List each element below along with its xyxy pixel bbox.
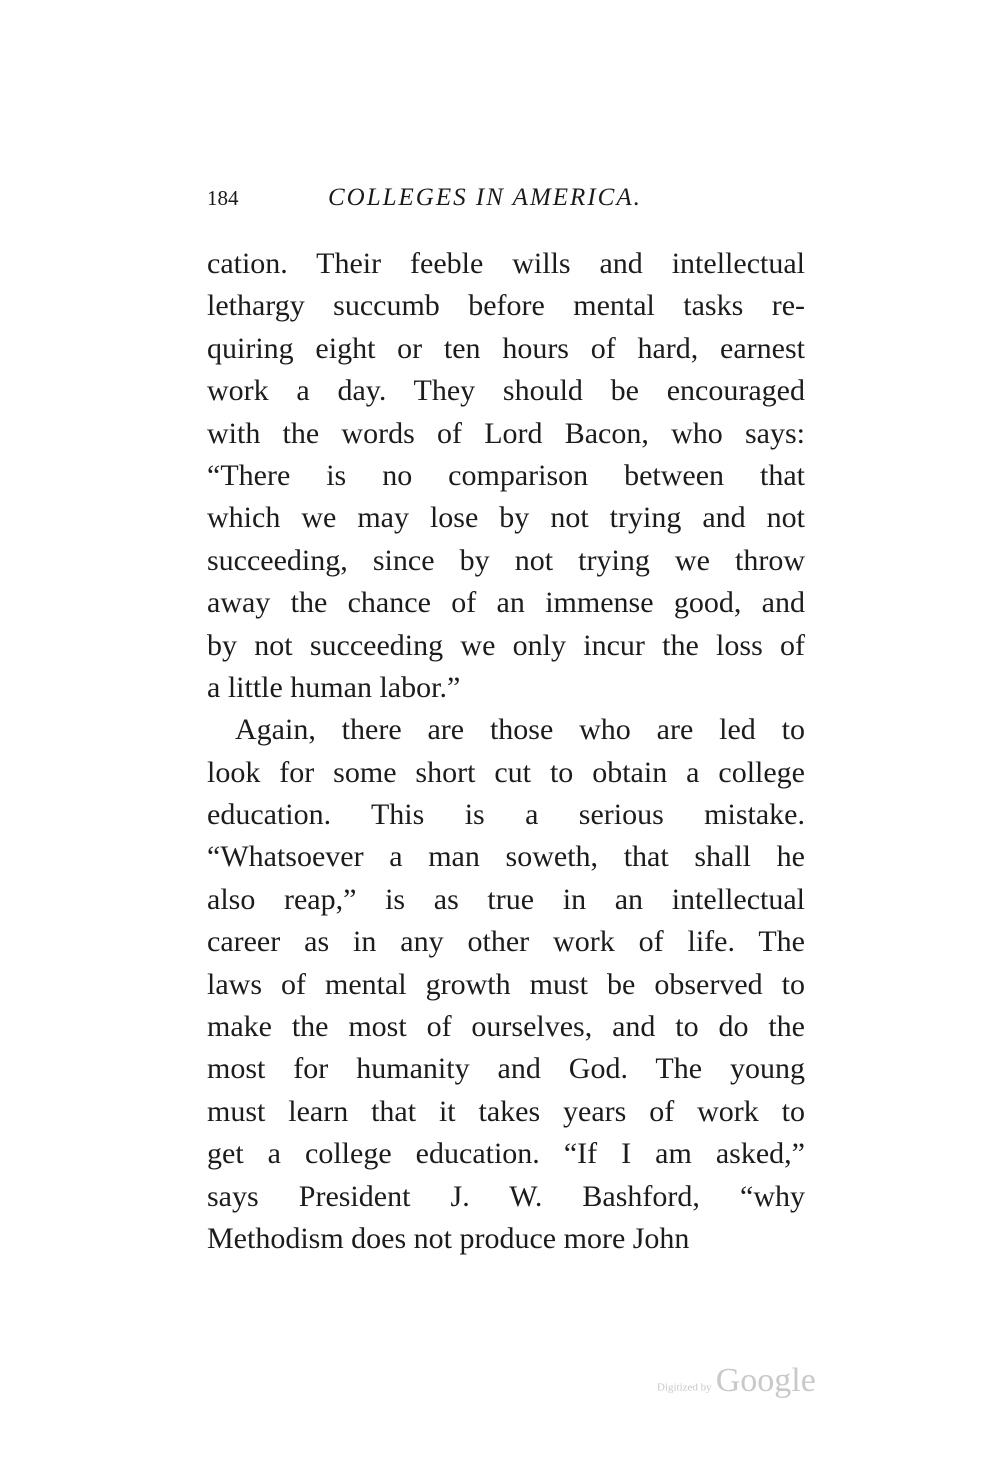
text-line: “Whatsoever a man soweth, that shall he xyxy=(207,840,805,874)
text-line: “There is no comparison between that xyxy=(207,458,805,492)
text-line: with the words of Lord Bacon, who says: xyxy=(207,416,805,450)
text-line: work a day. They should be encouraged xyxy=(207,374,805,408)
text-line: Again, there are those who are led to xyxy=(235,713,805,747)
text-line: get a college education. “If I am asked,” xyxy=(207,1137,805,1171)
text-line: also reap,” is as true in an intellectual xyxy=(207,882,805,916)
text-line: away the chance of an immense good, and xyxy=(207,586,805,620)
text-line: look for some short cut to obtain a college xyxy=(207,755,805,789)
text-line: education. This is a serious mistake. xyxy=(207,798,805,832)
text-line: laws of mental growth must be observed to xyxy=(207,967,805,1001)
running-title: COLLEGES IN AMERICA. xyxy=(328,184,642,211)
watermark-brand: Google xyxy=(715,1362,816,1399)
text-line: make the most of ourselves, and to do the xyxy=(207,1010,805,1044)
page-number: 184 xyxy=(207,186,239,210)
body-text xyxy=(207,243,805,1260)
text-line: says President J. W. Bashford, “why xyxy=(207,1179,805,1213)
text-line: career as in any other work of life. The xyxy=(207,925,805,959)
page-header xyxy=(207,184,807,220)
text-line: which we may lose by not trying and not xyxy=(207,501,805,535)
text-line: by not succeeding we only incur the loss of xyxy=(207,628,805,662)
text-line: lethargy succumb before mental tasks re- xyxy=(207,289,805,323)
text-line: quiring eight or ten hours of hard, earnest xyxy=(207,331,805,365)
text-line: must learn that it takes years of work to xyxy=(207,1094,805,1128)
text-line: a little human labor.” xyxy=(207,670,461,704)
google-watermark xyxy=(657,1362,816,1400)
watermark-prefix: Digitized by xyxy=(657,1381,712,1394)
text-line: succeeding, since by not trying we throw xyxy=(207,543,805,577)
text-line: cation. Their feeble wills and intellectual xyxy=(207,247,805,280)
text-line: most for humanity and God. The young xyxy=(207,1052,805,1086)
text-line: Methodism does not produce more John xyxy=(207,1221,690,1255)
